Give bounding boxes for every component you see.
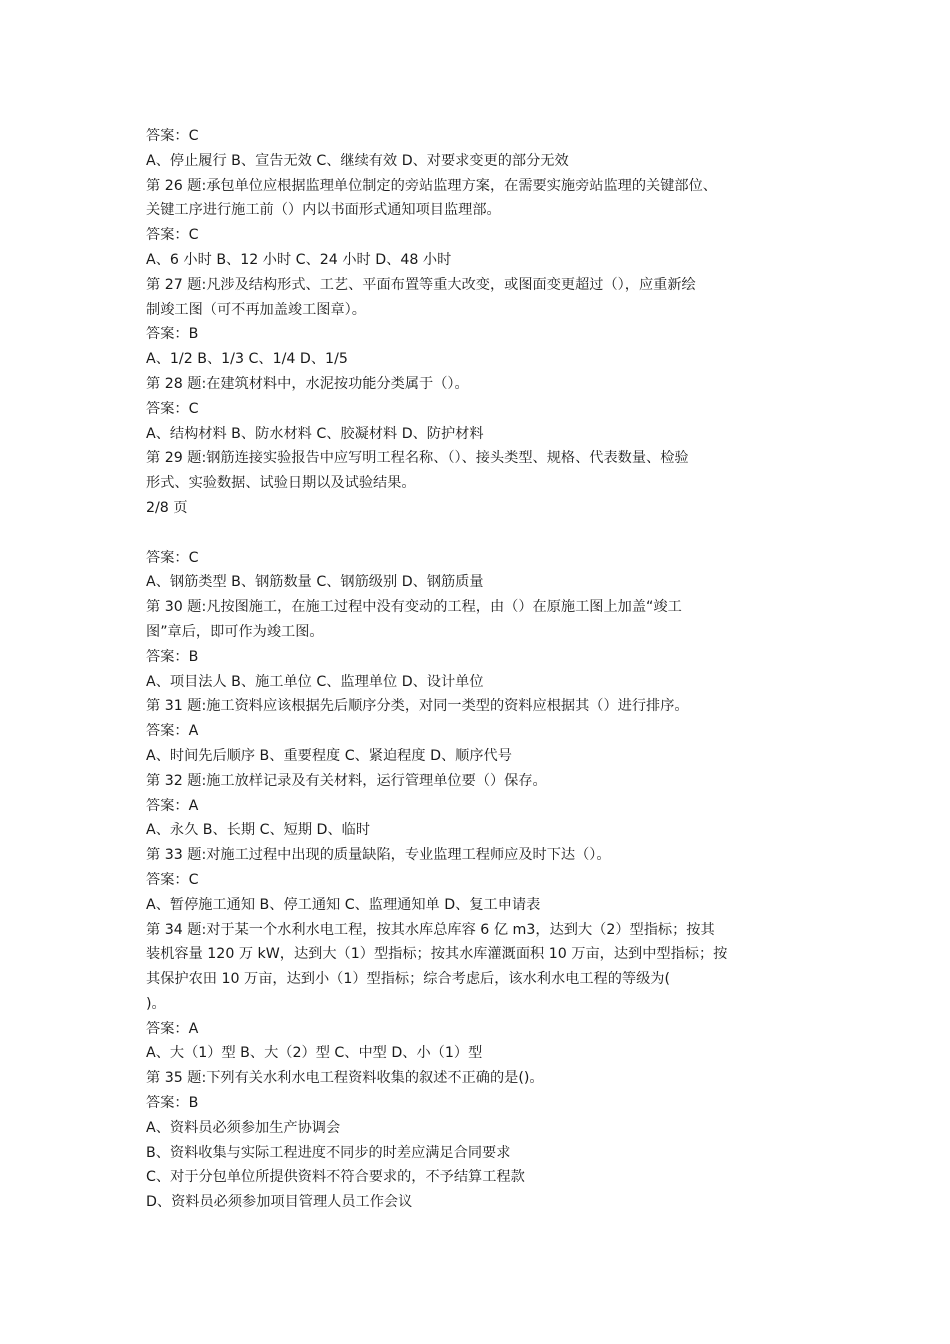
options-28: A、结构材料 B、防水材料 C、胶凝材料 D、防护材料 [146, 425, 484, 442]
options-32: A、永久 B、长期 C、短期 D、临时 [146, 822, 371, 839]
answer-30: 答案：B [146, 648, 199, 665]
question-29: 第 29 题:钢筋连接实验报告中应写明工程名称、（）、接头类型、规格、代表数量、检验 [146, 450, 689, 467]
question-32: 第 32 题:施工放样记录及有关材料，运行管理单位要（）保存。 [146, 772, 547, 789]
question-35: 第 35 题:下列有关水利水电工程资料收集的叙述不正确的是()。 [146, 1070, 544, 1087]
answer-33: 答案：C [146, 871, 199, 888]
question-27: 第 27 题:凡涉及结构形式、工艺、平面布置等重大改变，或图面变更超过（），应重新绘 [146, 276, 696, 293]
options-34: A、大（1）型 B、大（2）型 C、中型 D、小（1）型 [146, 1045, 483, 1062]
options-33: A、暂停施工通知 B、停工通知 C、监理通知单 D、复工申请表 [146, 896, 541, 913]
options-line: A、停止履行 B、宣告无效 C、继续有效 D、对要求变更的部分无效 [146, 152, 569, 169]
blank-line [146, 521, 816, 546]
answer-27: 答案：B [146, 326, 199, 343]
question-30-continued: 图”章后，即可作为竣工图。 [146, 623, 324, 640]
question-29-continued: 形式、实验数据、试验日期以及试验结果。 [146, 475, 416, 492]
option-35-b: B、资料收集与实际工程进度不同步的时差应满足合同要求 [146, 1144, 511, 1161]
page-number: 2/8 页 [146, 499, 188, 516]
answer-32: 答案：A [146, 797, 199, 814]
question-34-continued-2: 其保护农田 10 万亩，达到小（1）型指标；综合考虑后，该水利水电工程的等级为( [146, 971, 671, 988]
question-27-continued: 制竣工图（可不再加盖竣工图章）。 [146, 301, 366, 318]
options-31: A、时间先后顺序 B、重要程度 C、紧迫程度 D、顺序代号 [146, 747, 512, 764]
question-34-continued-3: )。 [146, 995, 166, 1012]
options-29: A、钢筋类型 B、钢筋数量 C、钢筋级别 D、钢筋质量 [146, 574, 484, 591]
option-35-d: D、资料员必须参加项目管理人员工作会议 [146, 1194, 413, 1211]
options-26: A、6 小时 B、12 小时 C、24 小时 D、48 小时 [146, 251, 452, 268]
answer-35: 答案：B [146, 1095, 199, 1112]
options-27: A、1/2 B、1/3 C、1/4 D、1/5 [146, 351, 348, 368]
answer-28: 答案：C [146, 400, 199, 417]
question-34: 第 34 题:对于某一个水利水电工程，按其水库总库容 6 亿 m3，达到大（2）型指标；按其 [146, 921, 715, 938]
question-26: 第 26 题:承包单位应根据监理单位制定的旁站监理方案，在需要实施旁站监理的关键部位、 [146, 177, 717, 194]
question-31: 第 31 题:施工资料应该根据先后顺序分类，对同一类型的资料应根据其（）进行排序。 [146, 698, 689, 715]
question-26-continued: 关键工序进行施工前（）内以书面形式通知项目监理部。 [146, 202, 501, 219]
answer-34: 答案：A [146, 1020, 199, 1037]
question-34-continued-1: 装机容量 120 万 kW，达到大（1）型指标；按其水库灌溉面积 10 万亩，达到中型指标；按 [146, 946, 728, 963]
answer-31: 答案：A [146, 723, 199, 740]
answer-line: 答案：C [146, 128, 199, 144]
question-33: 第 33 题:对施工过程中出现的质量缺陷，专业监理工程师应及时下达（）。 [146, 847, 611, 864]
document-page [146, 124, 816, 1215]
answer-26: 答案：C [146, 227, 199, 244]
option-35-c: C、对于分包单位所提供资料不符合要求的，不予结算工程款 [146, 1169, 525, 1186]
answer-29: 答案：C [146, 549, 199, 566]
options-30: A、项目法人 B、施工单位 C、监理单位 D、设计单位 [146, 673, 484, 690]
option-35-a: A、资料员必须参加生产协调会 [146, 1119, 341, 1136]
question-28: 第 28 题:在建筑材料中，水泥按功能分类属于（）。 [146, 375, 469, 392]
question-30: 第 30 题:凡按图施工，在施工过程中没有变动的工程，由（）在原施工图上加盖“竣工 [146, 599, 682, 616]
